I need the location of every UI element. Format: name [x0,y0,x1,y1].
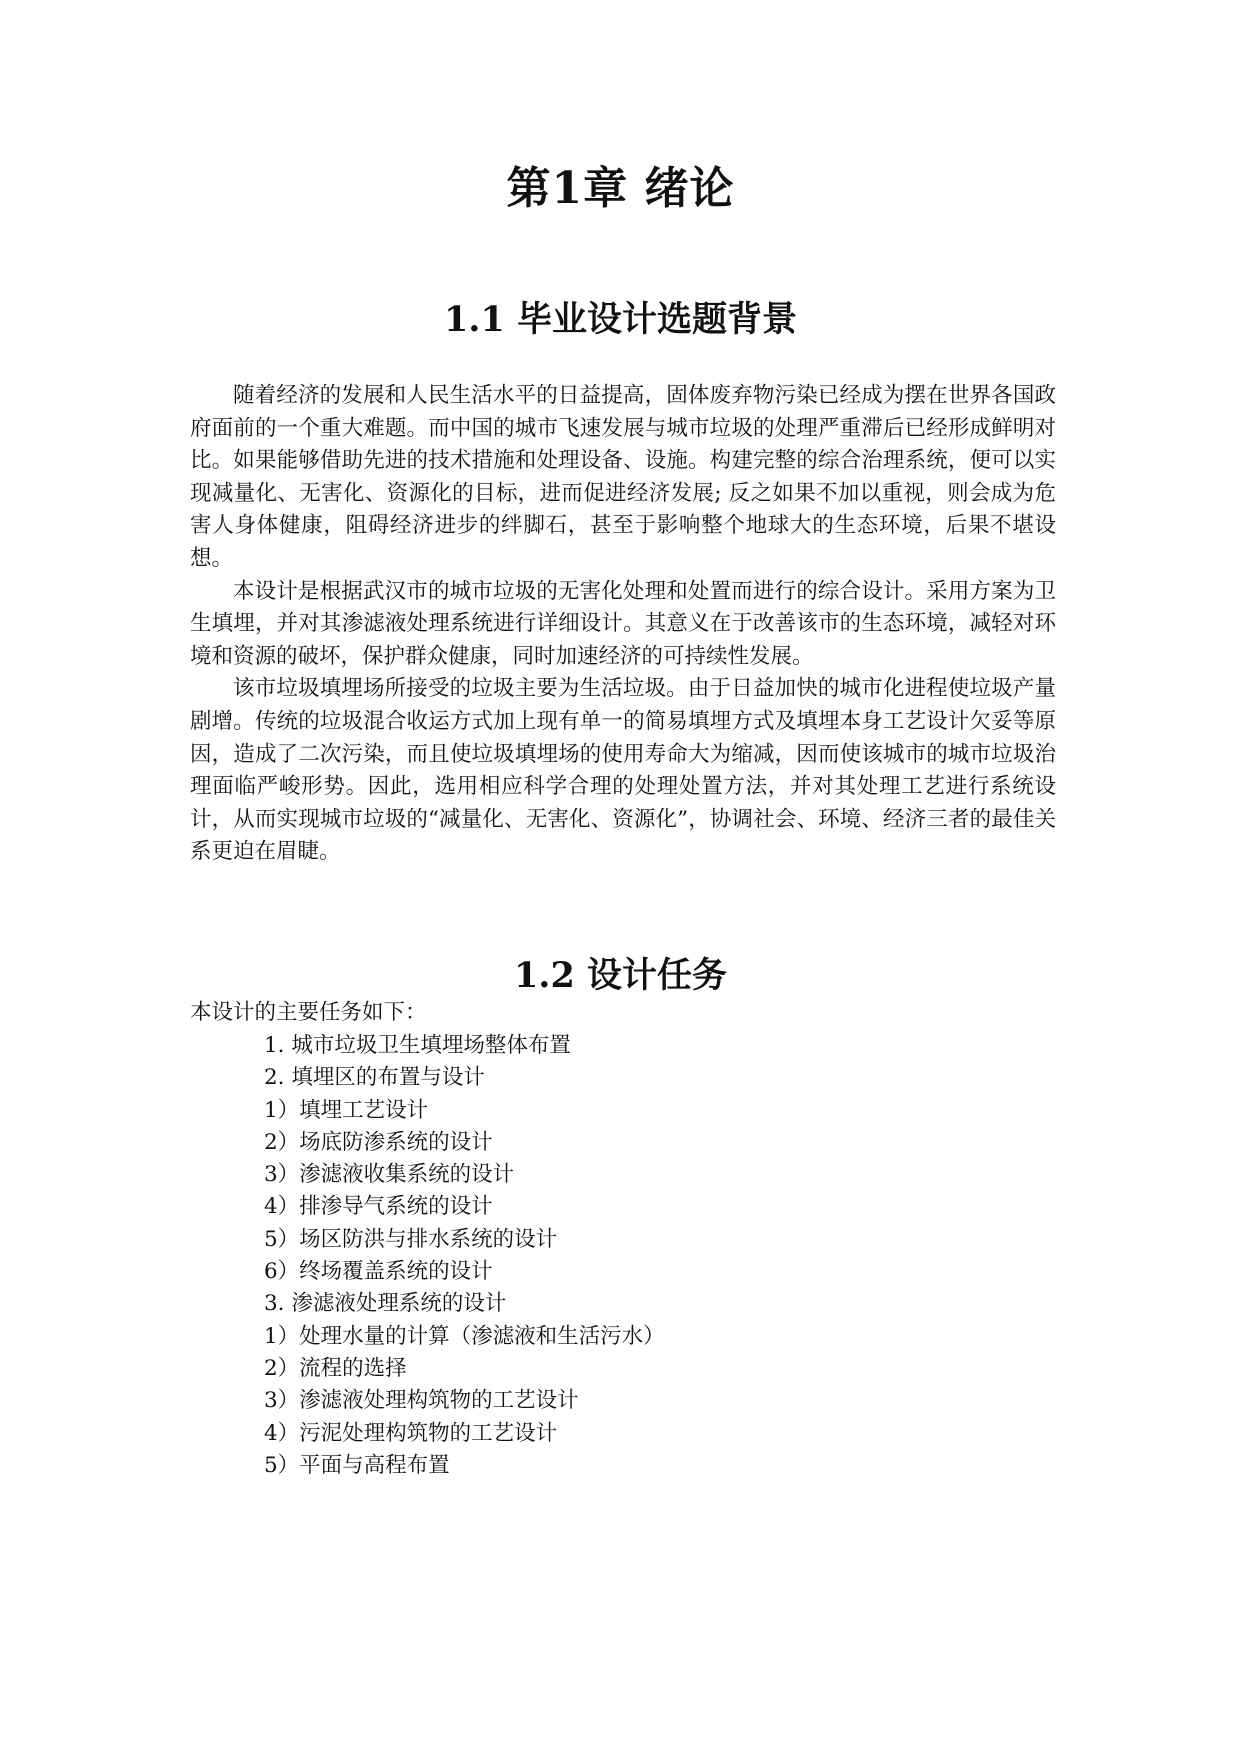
paragraph: 随着经济的发展和人民生活水平的日益提高，固体废弃物污染已经成为摆在世界各国政府面前的一个重大难题。而中国的城市飞速发展与城市垃圾的处理严重滞后已经形成鲜明对比。如果能够借助先进的技术措施和处理设备、设施。构建完整的综合治理系统，便可以实现减量化、无害化、资源化的目标，进而促进经济发展; 反之如果不加以重视，则会成为危害人身体健康，阻碍经济进步的绊脚石，甚至于影响整个地球大的生态环境，后果不堪设想。 [190,383,1056,571]
section-title-background: 1.1 毕业设计选题背景 [443,299,798,340]
list-item: 4）排渗导气系统的设计 [264,1194,493,1220]
task-list [264,1030,665,1482]
list-item: 4）污泥处理构筑物的工艺设计 [264,1420,558,1446]
section-title-tasks: 1.2 设计任务 [513,955,728,996]
list-item: 2. 填埋区的布置与设计 [264,1065,485,1091]
list-item: 3）渗滤液处理构筑物的工艺设计 [264,1388,579,1414]
list-item: 2）流程的选择 [264,1355,407,1381]
list-item: 3）渗滤液收集系统的设计 [264,1162,515,1188]
paragraph: 本设计是根据武汉市的城市垃圾的无害化处理和处置而进行的综合设计。采用方案为卫生填埋，并对其渗滤液处理系统进行详细设计。其意义在于改善该市的生态环境，减轻对环境和资源的破坏，保护群众健康，同时加速经济的可持续性发展。 [190,578,1056,669]
paragraph: 该市垃圾填埋场所接受的垃圾主要为生活垃圾。由于日益加快的城市化进程使垃圾产量剧增。传统的垃圾混合收运方式加上现有单一的简易填埋方式及填埋本身工艺设计欠妥等原因，造成了二次污染，而且使垃圾填埋场的使用寿命大为缩减，因而使该城市的城市垃圾治理面临严峻形势。因此，选用相应科学合理的处理处置方法，并对其处理工艺进行系统设计，从而实现城市垃圾的“减量化、无害化、资源化”，协调社会、环境、经济三者的最佳关系更迫在眉睫。 [190,676,1056,865]
list-item: 2）场底防渗系统的设计 [264,1129,493,1155]
tasks-intro: 本设计的主要任务如下： [190,1000,427,1025]
list-item: 1）处理水量的计算（渗滤液和生活污水） [264,1323,665,1349]
list-item: 1）填埋工艺设计 [264,1097,429,1123]
list-item: 5）场区防洪与排水系统的设计 [264,1226,558,1252]
chapter-title: 第1章 绪论 [506,163,735,214]
list-item: 1. 城市垃圾卫生填埋场整体布置 [264,1033,571,1058]
list-item: 3. 渗滤液处理系统的设计 [264,1291,507,1317]
section-body-background [190,380,1056,869]
list-item: 5）平面与高程布置 [264,1452,450,1478]
list-item: 6）终场覆盖系统的设计 [264,1259,493,1285]
